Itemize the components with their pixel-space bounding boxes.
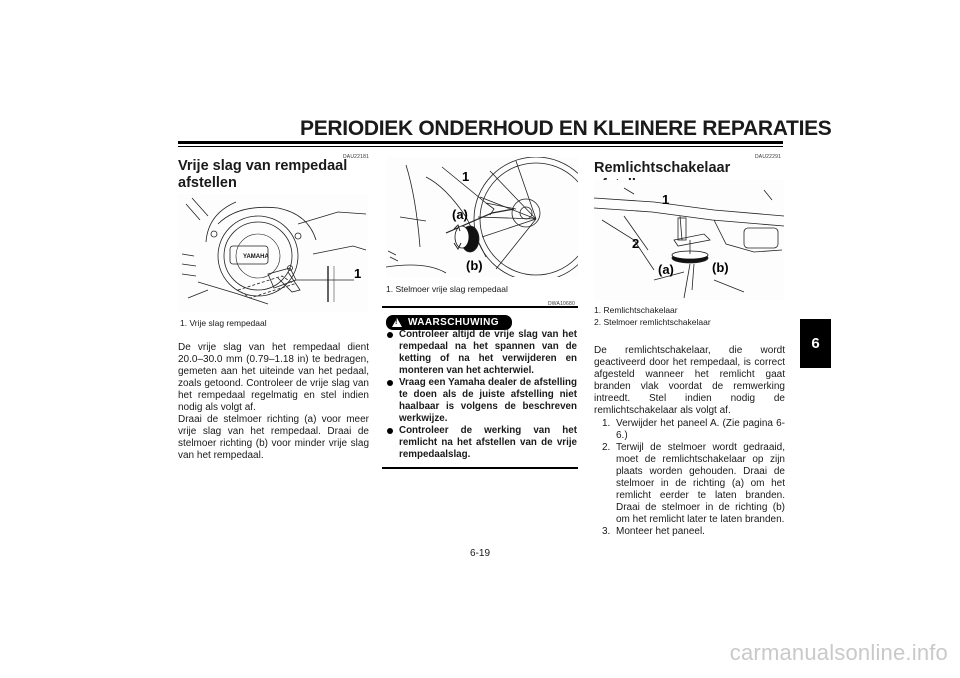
bullet-icon — [387, 380, 393, 386]
bullet-icon — [387, 428, 393, 434]
figure-callout-2: 2 — [632, 236, 640, 251]
warning-item: Controleer de werking van het remlicht na het afstellen van de vrije rempedaalslag. — [386, 425, 577, 461]
header-rule — [178, 141, 783, 144]
brake-pedal-illustration — [178, 194, 368, 312]
warning-label: WAARSCHUWING — [408, 317, 499, 328]
header-rule-thin — [178, 146, 783, 147]
bullet-icon — [387, 332, 393, 338]
steps-list — [594, 418, 785, 538]
figure-callout-a: (a) — [658, 262, 674, 277]
section-heading-brake-pedal: Vrije slag van rempedaal afstellen — [178, 158, 348, 191]
step-item: 1. Verwijder het paneel A. (Zie pagina 6-6.) — [602, 418, 785, 441]
brake-light-switch-illustration — [594, 180, 784, 300]
warning-badge — [386, 315, 512, 330]
section-heading-brake-light-switch: Remlichtschakelaar — [594, 160, 731, 176]
body-text-right: De remlichtschakelaar, die wordt geactiveerd door het rempedaal, is correct afgesteld wanneer het remlicht gaat branden vlak voordat de remwerking intreedt. Stel indien nodig de remlichtschakelaar als volgt af. — [594, 345, 785, 416]
figure-callout-b: (b) — [712, 260, 729, 275]
figure-caption: 1. Stelmoer vrije slag rempedaal — [386, 284, 508, 294]
warning-code: DWA10680 — [548, 301, 575, 307]
figure-callout-a: (a) — [452, 207, 468, 222]
watermark[interactable]: carmanualsonline.info — [729, 640, 948, 665]
figure-caption-1: 1. Remlichtschakelaar — [594, 305, 678, 315]
figure-callout-b: (b) — [466, 258, 483, 273]
warning-list — [386, 329, 577, 461]
paragraph: Draai de stelmoer richting (a) voor meer vrije slag van het rempedaal. Draai de stelmoer richting (b) voor minder vrije slag van het rempedaal. — [178, 414, 369, 461]
warning-bottom-rule — [382, 467, 578, 469]
warning-item: Controleer altijd de vrije slag van het rempedaal na het spannen van de ketting of na het verwijderen en monteren van het achterwiel. — [386, 329, 577, 377]
figure-callout-1: 1 — [354, 266, 362, 281]
body-text-left — [178, 342, 369, 462]
figure-callout-1: 1 — [462, 169, 470, 184]
brake-adjuster-figure — [386, 157, 578, 277]
engine-logo-text: YAMAHA — [243, 254, 269, 260]
warning-item: Vraag een Yamaha dealer de afstelling te doen als de juiste afstelling niet haalbaar is volgens de beschreven werkwijze. — [386, 377, 577, 425]
figure-caption-2: 2. Stelmoer remlichtschakelaar — [594, 317, 711, 327]
step-item: 3. Monteer het paneel. — [602, 526, 705, 537]
brake-pedal-figure — [178, 194, 368, 312]
section-code: DAU22291 — [755, 154, 782, 160]
section-code: DAU22181 — [343, 154, 370, 160]
warning-triangle-icon — [392, 318, 402, 327]
paragraph: De vrije slag van het rempedaal dient 20.0–30.0 mm (0.79–1.18 in) te bedragen, gemeten aan het uiteinde van het pedaal, zoals getoond. Controleer de vrije slag van het rempedaal regelmatig en stel indien nodig als volgt af. — [178, 342, 369, 413]
figure-callout-1: 1 — [662, 192, 670, 207]
brake-light-switch-figure — [594, 180, 784, 300]
chapter-tab[interactable]: 6 — [800, 319, 831, 368]
page-header-title: PERIODIEK ONDERHOUD EN KLEINERE REPARATIES — [300, 117, 832, 140]
page-number: 6-19 — [469, 548, 490, 559]
figure-caption: 1. Vrije slag rempedaal — [180, 318, 267, 328]
step-item: 2. Terwijl de stelmoer wordt gedraaid, moet de remlichtschakelaar op zijn plaats worden gehouden. Draai de stelmoer in de richting (a) om het remlicht eerder te laten branden. Draai de stelmoer in de richting (b) om het remlicht later te laten branden. — [602, 442, 785, 525]
